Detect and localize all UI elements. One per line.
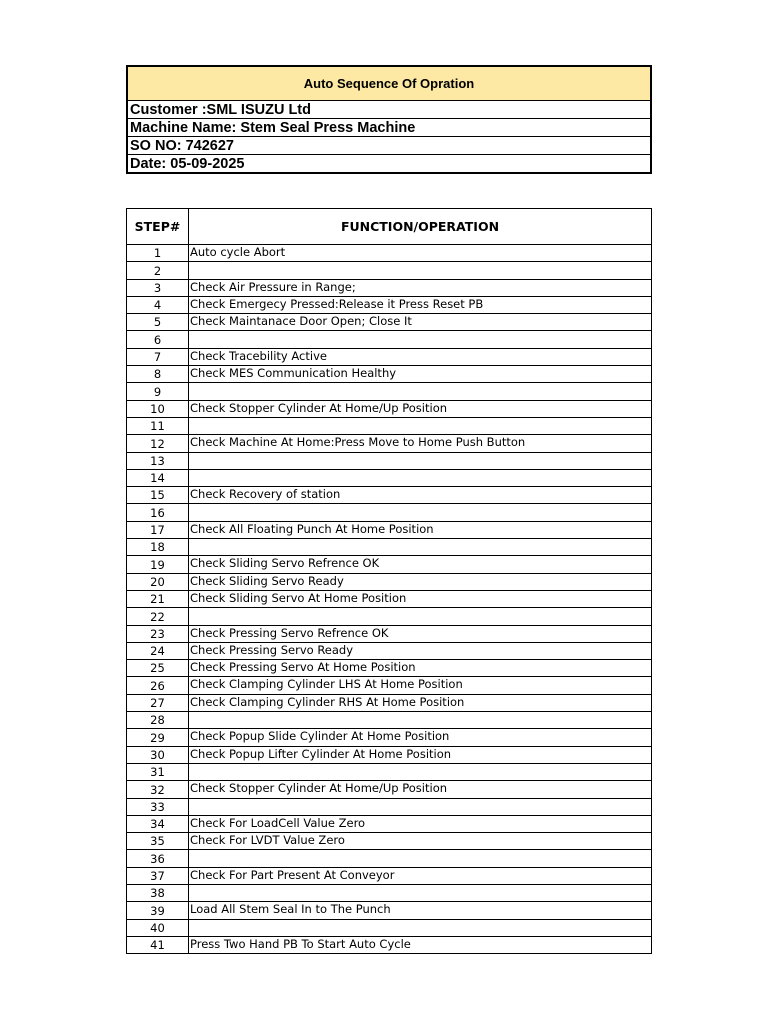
operation-cell: Check Tracebility Active <box>189 348 652 365</box>
document-header-table <box>126 65 652 174</box>
operation-cell: Check Air Pressure in Range; <box>189 279 652 296</box>
table-row <box>127 400 652 417</box>
table-row <box>127 296 652 313</box>
table-row <box>127 487 652 504</box>
date-row <box>127 155 651 174</box>
step-number-cell: 37 <box>127 867 189 884</box>
step-number-cell: 29 <box>127 729 189 746</box>
step-number-cell: 39 <box>127 902 189 919</box>
table-row <box>127 677 652 694</box>
table-row <box>127 279 652 296</box>
operation-cell: Check For Part Present At Conveyor <box>189 867 652 884</box>
table-row <box>127 452 652 469</box>
operation-cell: Check Clamping Cylinder LHS At Home Position <box>189 677 652 694</box>
table-row <box>127 504 652 521</box>
table-row <box>127 556 652 573</box>
step-number-cell: 16 <box>127 504 189 521</box>
table-row <box>127 245 652 262</box>
sequence-table <box>126 208 652 954</box>
step-number-cell: 20 <box>127 573 189 590</box>
table-row <box>127 262 652 279</box>
operation-cell: Check Clamping Cylinder RHS At Home Position <box>189 694 652 711</box>
table-row <box>127 590 652 607</box>
step-number-cell: 26 <box>127 677 189 694</box>
operation-cell <box>189 417 652 434</box>
table-row <box>127 936 652 953</box>
table-row <box>127 902 652 919</box>
machine-name-field: Machine Name: Stem Seal Press Machine <box>127 119 651 137</box>
function-column-header: FUNCTION/OPERATION <box>189 209 652 245</box>
table-row <box>127 815 652 832</box>
table-row <box>127 521 652 538</box>
step-number-cell: 10 <box>127 400 189 417</box>
table-row <box>127 660 652 677</box>
step-number-cell: 35 <box>127 833 189 850</box>
step-number-cell: 11 <box>127 417 189 434</box>
operation-cell: Check Pressing Servo At Home Position <box>189 660 652 677</box>
operation-cell: Check Pressing Servo Ready <box>189 642 652 659</box>
step-number-cell: 31 <box>127 763 189 780</box>
table-row <box>127 781 652 798</box>
table-row <box>127 348 652 365</box>
table-row <box>127 746 652 763</box>
table-row <box>127 763 652 780</box>
operation-cell <box>189 469 652 486</box>
operation-cell: Press Two Hand PB To Start Auto Cycle <box>189 936 652 953</box>
step-number-cell: 14 <box>127 469 189 486</box>
table-row <box>127 539 652 556</box>
operation-cell: Check MES Communication Healthy <box>189 366 652 383</box>
operation-cell: Check Emergecy Pressed:Release it Press Reset PB <box>189 296 652 313</box>
operation-cell: Check Popup Lifter Cylinder At Home Position <box>189 746 652 763</box>
operation-cell: Check Maintanace Door Open; Close It <box>189 314 652 331</box>
step-column-header: STEP# <box>127 209 189 245</box>
operation-cell <box>189 331 652 348</box>
operation-cell: Auto cycle Abort <box>189 245 652 262</box>
step-number-cell: 2 <box>127 262 189 279</box>
table-row <box>127 712 652 729</box>
operation-cell <box>189 262 652 279</box>
sequence-table-body <box>127 245 652 954</box>
operation-cell: Load All Stem Seal In to The Punch <box>189 902 652 919</box>
operation-cell: Check Stopper Cylinder At Home/Up Position <box>189 400 652 417</box>
table-row <box>127 798 652 815</box>
operation-cell <box>189 452 652 469</box>
so-number-field: SO NO: 742627 <box>127 137 651 155</box>
step-number-cell: 40 <box>127 919 189 936</box>
table-row <box>127 331 652 348</box>
operation-cell: Check For LVDT Value Zero <box>189 833 652 850</box>
operation-cell <box>189 919 652 936</box>
operation-cell <box>189 798 652 815</box>
operation-cell <box>189 884 652 901</box>
step-number-cell: 8 <box>127 366 189 383</box>
operation-cell: Check Sliding Servo At Home Position <box>189 590 652 607</box>
machine-name-row <box>127 119 651 137</box>
table-row <box>127 833 652 850</box>
step-number-cell: 27 <box>127 694 189 711</box>
step-number-cell: 17 <box>127 521 189 538</box>
table-row <box>127 314 652 331</box>
table-row <box>127 642 652 659</box>
operation-cell: Check For LoadCell Value Zero <box>189 815 652 832</box>
document-title: Auto Sequence Of Opration <box>127 66 651 101</box>
table-row <box>127 729 652 746</box>
table-row <box>127 469 652 486</box>
table-row <box>127 435 652 452</box>
operation-cell: Check Sliding Servo Refrence OK <box>189 556 652 573</box>
sequence-table-header-row <box>127 209 652 245</box>
table-row <box>127 625 652 642</box>
step-number-cell: 38 <box>127 884 189 901</box>
table-row <box>127 573 652 590</box>
table-row <box>127 919 652 936</box>
customer-field: Customer :SML ISUZU Ltd <box>127 101 651 119</box>
step-number-cell: 34 <box>127 815 189 832</box>
table-row <box>127 694 652 711</box>
operation-cell: Check Pressing Servo Refrence OK <box>189 625 652 642</box>
step-number-cell: 25 <box>127 660 189 677</box>
operation-cell: Check Popup Slide Cylinder At Home Position <box>189 729 652 746</box>
step-number-cell: 30 <box>127 746 189 763</box>
step-number-cell: 3 <box>127 279 189 296</box>
operation-cell <box>189 763 652 780</box>
step-number-cell: 15 <box>127 487 189 504</box>
table-row <box>127 884 652 901</box>
step-number-cell: 36 <box>127 850 189 867</box>
step-number-cell: 33 <box>127 798 189 815</box>
date-field: Date: 05-09-2025 <box>127 155 651 174</box>
operation-cell: Check Machine At Home:Press Move to Home Push Button <box>189 435 652 452</box>
customer-row <box>127 101 651 119</box>
table-row <box>127 850 652 867</box>
operation-cell <box>189 383 652 400</box>
operation-cell <box>189 712 652 729</box>
operation-cell <box>189 504 652 521</box>
so-number-row <box>127 137 651 155</box>
step-number-cell: 28 <box>127 712 189 729</box>
step-number-cell: 24 <box>127 642 189 659</box>
table-row <box>127 366 652 383</box>
table-row <box>127 867 652 884</box>
step-number-cell: 12 <box>127 435 189 452</box>
step-number-cell: 13 <box>127 452 189 469</box>
step-number-cell: 21 <box>127 590 189 607</box>
operation-cell: Check Recovery of station <box>189 487 652 504</box>
operation-cell <box>189 539 652 556</box>
table-row <box>127 608 652 625</box>
operation-cell <box>189 850 652 867</box>
operation-cell <box>189 608 652 625</box>
step-number-cell: 1 <box>127 245 189 262</box>
step-number-cell: 9 <box>127 383 189 400</box>
operation-cell: Check All Floating Punch At Home Position <box>189 521 652 538</box>
step-number-cell: 6 <box>127 331 189 348</box>
step-number-cell: 19 <box>127 556 189 573</box>
step-number-cell: 41 <box>127 936 189 953</box>
step-number-cell: 4 <box>127 296 189 313</box>
step-number-cell: 18 <box>127 539 189 556</box>
operation-cell: Check Sliding Servo Ready <box>189 573 652 590</box>
step-number-cell: 22 <box>127 608 189 625</box>
table-row <box>127 417 652 434</box>
step-number-cell: 32 <box>127 781 189 798</box>
operation-cell: Check Stopper Cylinder At Home/Up Position <box>189 781 652 798</box>
step-number-cell: 7 <box>127 348 189 365</box>
step-number-cell: 5 <box>127 314 189 331</box>
title-row <box>127 66 651 101</box>
step-number-cell: 23 <box>127 625 189 642</box>
table-row <box>127 383 652 400</box>
